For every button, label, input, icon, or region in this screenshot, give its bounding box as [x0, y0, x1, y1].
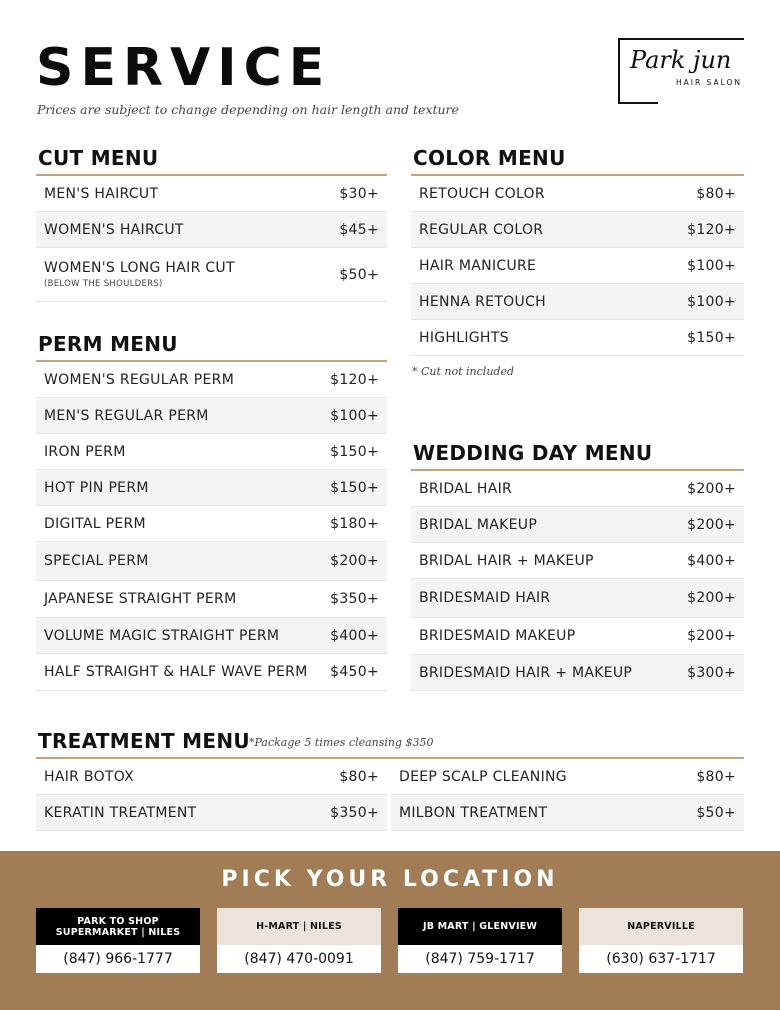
service-price: $150+: [330, 443, 379, 460]
service-price: $45+: [339, 221, 379, 238]
service-name: RETOUCH COLOR: [419, 185, 545, 202]
service-name: JAPANESE STRAIGHT PERM: [44, 591, 237, 607]
wedding-menu-row: [411, 471, 744, 507]
service-price: $200+: [687, 628, 736, 644]
wedding-menu-row: [411, 543, 744, 579]
service-name: DIGITAL PERM: [44, 515, 146, 532]
location-name: PARK TO SHOP SUPERMARKET | NILES: [36, 908, 200, 945]
service-name: BRIDAL HAIR + MAKEUP: [419, 552, 594, 569]
location-card-park-to-shop[interactable]: [36, 908, 200, 973]
treatment-menu-row: [391, 795, 744, 831]
service-name: BRIDESMAID MAKEUP: [419, 628, 576, 644]
logo-frame-bottom: [618, 102, 658, 104]
location-phone[interactable]: (847) 759-1717: [398, 945, 562, 973]
service-price: $180+: [330, 515, 379, 532]
wedding-menu-row: [411, 618, 744, 655]
wedding-menu-row: [411, 507, 744, 543]
color-menu-row: [411, 320, 744, 356]
service-price: $150+: [687, 329, 736, 346]
service-price: $350+: [330, 804, 379, 821]
location-phone[interactable]: (847) 966-1777: [36, 945, 200, 973]
service-name: MILBON TREATMENT: [399, 804, 548, 821]
service-name: REGULAR COLOR: [419, 221, 544, 238]
service-name: DEEP SCALP CLEANING: [399, 768, 567, 785]
service-name: HALF STRAIGHT & HALF WAVE PERM: [44, 664, 308, 680]
service-price: $400+: [330, 627, 379, 644]
perm-menu-row: [36, 581, 387, 618]
perm-menu-row: [36, 362, 387, 398]
color-menu-row: [411, 176, 744, 212]
location-name: H-MART | NILES: [217, 908, 381, 945]
service-name: KERATIN TREATMENT: [44, 804, 197, 821]
service-price: $400+: [687, 552, 736, 569]
page-subtitle: Prices are subject to change depending on hair length and texture: [37, 102, 459, 117]
service-price: $100+: [687, 257, 736, 274]
service-price: $80+: [339, 768, 379, 785]
service-name: HAIR BOTOX: [44, 768, 135, 785]
service-price: $200+: [687, 590, 736, 606]
salon-logo: [618, 38, 744, 104]
service-name-block: [44, 260, 235, 289]
service-name: WOMEN'S REGULAR PERM: [44, 371, 235, 388]
page-title: SERVICE: [36, 38, 332, 98]
cut-menu-row: [36, 176, 387, 212]
service-price: $120+: [687, 221, 736, 238]
treatment-menu-row: [391, 759, 744, 795]
location-card-jb-mart[interactable]: [398, 908, 562, 973]
service-price: $50+: [339, 266, 379, 283]
service-price: $100+: [687, 293, 736, 310]
perm-menu-row: [36, 398, 387, 434]
treatment-menu-title: TREATMENT MENU: [38, 729, 250, 753]
logo-subtitle: HAIR SALON: [676, 78, 743, 87]
service-name: BRIDAL MAKEUP: [419, 516, 538, 533]
perm-menu-title: PERM MENU: [38, 332, 178, 356]
service-price: $300+: [687, 664, 736, 681]
wedding-menu-row: [411, 579, 744, 618]
logo-frame-top: [618, 38, 744, 40]
service-price: $200+: [687, 516, 736, 533]
perm-menu-row: [36, 542, 387, 581]
service-name: HOT PIN PERM: [44, 479, 149, 496]
service-sublabel: (BELOW THE SHOULDERS): [44, 279, 163, 289]
perm-menu-row: [36, 506, 387, 542]
service-name: MEN'S REGULAR PERM: [44, 407, 209, 424]
perm-menu-row: [36, 434, 387, 470]
color-menu-row: [411, 248, 744, 284]
service-name: HIGHLIGHTS: [419, 329, 509, 346]
service-name: IRON PERM: [44, 443, 126, 460]
cut-menu-row: [36, 212, 387, 248]
location-title: PICK YOUR LOCATION: [221, 867, 559, 892]
perm-menu-row: [36, 654, 387, 691]
color-menu-row: [411, 212, 744, 248]
wedding-menu-title: WEDDING DAY MENU: [413, 441, 653, 465]
service-name: VOLUME MAGIC STRAIGHT PERM: [44, 627, 280, 644]
service-price: $80+: [696, 768, 736, 785]
service-price: $80+: [696, 185, 736, 202]
service-name: WOMEN'S LONG HAIR CUT: [44, 260, 235, 276]
location-phone[interactable]: (847) 470-0091: [217, 945, 381, 973]
color-menu-note: * Cut not included: [412, 365, 514, 378]
service-price: $200+: [687, 480, 736, 497]
location-name: NAPERVILLE: [579, 908, 743, 945]
service-price: $200+: [330, 553, 379, 569]
cut-menu-row: [36, 248, 387, 302]
location-name: JB MART | GLENVIEW: [398, 908, 562, 945]
logo-name: Park jun: [630, 46, 732, 74]
wedding-menu-row: [411, 655, 744, 691]
location-phone[interactable]: (630) 637-1717: [579, 945, 743, 973]
treatment-menu-note: *Package 5 times cleansing $350: [249, 736, 434, 749]
service-price: $120+: [330, 371, 379, 388]
location-card-h-mart[interactable]: [217, 908, 381, 973]
service-name: HAIR MANICURE: [419, 257, 537, 274]
perm-menu-row: [36, 618, 387, 654]
cut-menu-title: CUT MENU: [38, 146, 159, 170]
service-name: HENNA RETOUCH: [419, 293, 546, 310]
treatment-menu-row: [36, 759, 387, 795]
service-name: BRIDESMAID HAIR: [419, 590, 551, 606]
service-price: $30+: [339, 185, 379, 202]
service-name: SPECIAL PERM: [44, 553, 149, 569]
service-name: WOMEN'S HAIRCUT: [44, 221, 184, 238]
service-price: $100+: [330, 407, 379, 424]
service-name: MEN'S HAIRCUT: [44, 185, 159, 202]
service-name: BRIDESMAID HAIR + MAKEUP: [419, 664, 633, 681]
perm-menu-row: [36, 470, 387, 506]
color-menu-title: COLOR MENU: [413, 146, 566, 170]
service-price: $350+: [330, 591, 379, 607]
service-name: BRIDAL HAIR: [419, 480, 513, 497]
service-price: $50+: [696, 804, 736, 821]
treatment-menu-row: [36, 795, 387, 831]
color-menu-row: [411, 284, 744, 320]
location-card-naperville[interactable]: [579, 908, 743, 973]
service-price: $150+: [330, 479, 379, 496]
service-price: $450+: [330, 664, 379, 680]
